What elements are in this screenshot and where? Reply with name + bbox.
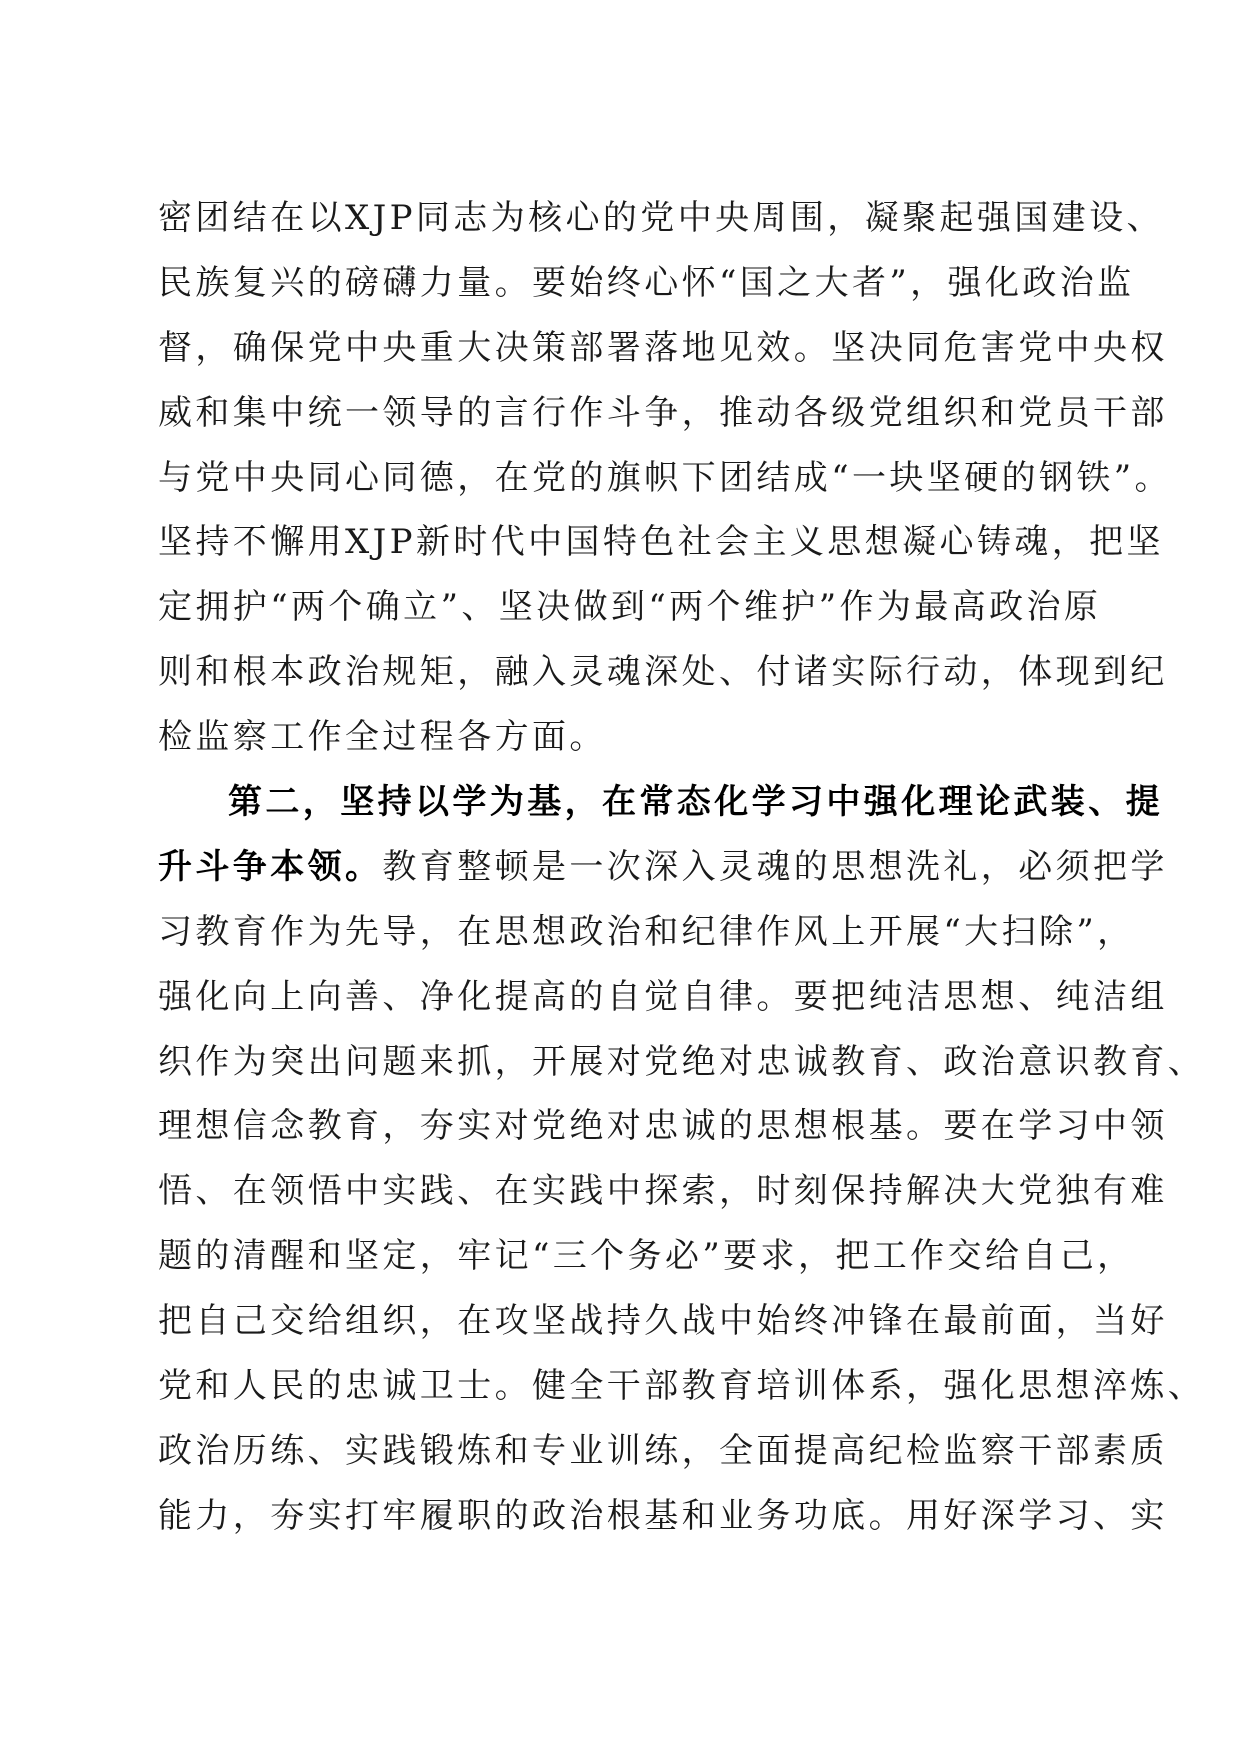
text-line-2: 民族复兴的磅礴力量。要始终心怀“国之大者”，强化政治监: [158, 262, 1135, 303]
text-line-15: 理想信念教育，夯实对党绝对忠诚的思想根基。要在学习中领: [158, 1106, 1168, 1147]
text-line-21: 能力，夯实打牢履职的政治根基和业务功底。用好深学习、实: [158, 1495, 1168, 1536]
text-line-1: 密团结在以XJP同志为核心的党中央周围，凝聚起强国建设、: [158, 198, 1164, 238]
text-line-5: 与党中央同心同德，在党的旗帜下团结成“一块坚硬的钢铁”。: [158, 457, 1172, 498]
text-line-9: 检监察工作全过程各方面。: [158, 717, 607, 758]
text-line-19: 党和人民的忠诚卫士。健全干部教育培训体系，强化思想淬炼、: [158, 1366, 1206, 1407]
text-line-8: 则和根本政治规矩，融入灵魂深处、付诸实际行动，体现到纪: [158, 652, 1168, 693]
section-heading-line-1: [158, 770, 1163, 835]
text-line-17: 题的清醒和坚定，牢记“三个务必”要求，把工作交给自己，: [158, 1236, 1135, 1277]
text-line-20: 政治历练、实践锻炼和专业训练，全面提高纪检监察干部素质: [158, 1430, 1168, 1471]
text-line-12: 习教育作为先导，在思想政治和纪律作风上开展“大扫除”，: [158, 911, 1135, 952]
text-line-7: 定拥护“两个确立”、坚决做到“两个维护”作为最高政治原: [158, 587, 1102, 628]
text-line-6: 坚持不懈用XJP新时代中国特色社会主义思想凝心铸魂，把坚: [158, 522, 1164, 563]
text-line-13: 强化向上向善、净化提高的自觉自律。要把纯洁思想、纯洁组: [158, 976, 1168, 1017]
text-line-3: 督，确保党中央重大决策部署落地见效。坚决同危害党中央权: [158, 327, 1168, 368]
section-heading-continued: 升斗争本领。: [158, 846, 383, 887]
text-line-16: 悟、在领悟中实践、在实践中探索，时刻保持解决大党独有难: [158, 1171, 1168, 1212]
text-line-14: 织作为突出问题来抓，开展对党绝对忠诚教育、政治意识教育、: [158, 1041, 1206, 1082]
text-line-18: 把自己交给组织，在攻坚战持久战中始终冲锋在最前面，当好: [158, 1301, 1168, 1342]
section-heading: 第二，坚持以学为基，在常态化学习中强化理论武装、提: [228, 782, 1163, 823]
section-heading-line-2: 升斗争本领。教育整顿是一次深入灵魂的思想洗礼，必须把学: [158, 846, 1168, 887]
text-line-4: 威和集中统一领导的言行作斗争，推动各级党组织和党员干部: [158, 392, 1168, 433]
body-text: [158, 186, 1206, 1549]
